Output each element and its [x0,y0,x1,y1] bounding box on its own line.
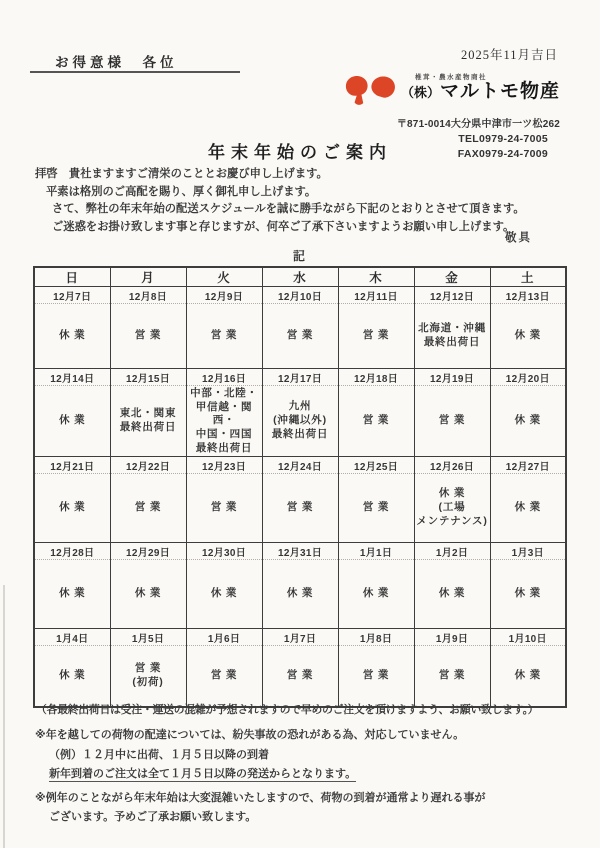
calendar-date-cell: 1月9日 [414,629,490,646]
status-line: 営 業 [210,329,238,342]
status-line: 営 業 [286,669,314,682]
calendar-date-cell: 1月5日 [110,629,186,646]
greeting-body [35,166,575,236]
status-line: 休 業 [59,587,86,600]
calendar-status-cell [186,386,262,457]
document-date: 2025年11月吉日 [460,48,558,62]
calendar-status-cell [34,386,110,457]
greeting-line: 平素は格別のご高配を賜り、厚く御礼申し上げます。 [46,185,317,198]
calendar-date-cell: 12月9日 [186,287,262,304]
underlined-note-text: 新年到着のご注文は全て１月５日以降の発送からとなります。 [49,768,357,780]
calendar-status-cell [414,386,490,457]
status-line: 営 業 [286,329,314,342]
status-line: (初荷) [132,676,164,689]
calendar-status-cell [338,304,414,369]
note-carryover-line3 [49,765,356,781]
calendar-date-cell: 12月16日 [186,369,262,386]
weekday-header: 月 [110,267,186,287]
company-header [300,72,560,112]
calendar-status-cell [490,474,566,543]
status-line: (工場 [438,501,466,514]
calendar-status-cell [338,646,414,708]
calendar-date-cell: 1月8日 [338,629,414,646]
status-line: 営 業 [134,662,162,675]
calendar-date-cell: 12月22日 [110,457,186,474]
status-line: メンテナンス) [416,515,488,528]
date-row [34,543,566,560]
table-note: （各最終出荷日は受注・運送の混雑が予想されますので早めのご注文を頂けますよう、お願い致します。） [36,704,539,716]
greeting-line: さて、弊社の年末年始の配送スケジュールを誠に勝手ながら下記のとおりとさせて頂きます。 [52,203,525,215]
status-line: (沖縄以外) [273,414,327,427]
status-row [34,386,566,457]
status-line: 営 業 [438,414,466,427]
calendar-date-cell: 12月21日 [34,457,110,474]
note-carryover-line2: （例）１２月中に出荷、１月５日以降の到着 [49,749,269,761]
calendar-status-cell [262,560,338,629]
calendar-status-cell [338,560,414,629]
weekday-header: 土 [490,267,566,287]
calendar-status-cell [34,560,110,629]
note-carryover-line1: ※年を越しての荷物の配達については、紛失事故の恐れがある為、対応していません。 [35,729,465,741]
status-row [34,474,566,543]
status-line: 営 業 [286,501,314,514]
calendar-date-cell: 12月25日 [338,457,414,474]
calendar-date-cell: 12月18日 [338,369,414,386]
calendar-status-cell [186,646,262,708]
record-mark: 記 [292,249,307,263]
status-line: 休 業 [59,501,86,514]
company-tel: TEL0979-24-7005 [458,133,548,145]
status-line: 九州 [288,400,312,413]
calendar-status-cell [490,560,566,629]
calendar-status-cell [110,646,186,708]
company-tagline: 椎茸・農水産物商社 [414,74,487,81]
company-name-brand: マルトモ物産 [439,81,560,102]
calendar-date-cell: 12月19日 [414,369,490,386]
calendar-date-cell: 12月24日 [262,457,338,474]
calendar-status-cell [414,646,490,708]
status-line: 営 業 [210,501,238,514]
status-line: 営 業 [438,669,466,682]
document-title: 年末年始のご案内 [208,143,392,162]
status-line: 休 業 [514,587,541,600]
mushroom-logo-icon [345,74,397,112]
calendar-date-cell: 1月4日 [34,629,110,646]
calendar-status-cell [34,474,110,543]
calendar-date-cell: 1月3日 [490,543,566,560]
weekday-header: 火 [186,267,262,287]
calendar-date-cell: 12月26日 [414,457,490,474]
calendar-date-cell: 12月23日 [186,457,262,474]
weekday-header: 木 [338,267,414,287]
calendar-status-cell [414,474,490,543]
closing-keigu: 敬具 [505,232,532,244]
calendar-date-cell: 12月12日 [414,287,490,304]
calendar-date-cell: 1月1日 [338,543,414,560]
company-names [401,72,560,104]
calendar-date-cell: 1月2日 [414,543,490,560]
status-row [34,560,566,629]
calendar-status-cell [262,386,338,457]
calendar-status-cell [414,304,490,369]
company-address: 〒871-0014大分県中津市一ツ松262 [396,119,560,130]
weekday-header: 日 [34,267,110,287]
date-row [34,457,566,474]
calendar-date-cell: 1月10日 [490,629,566,646]
status-line: 休 業 [59,414,86,427]
status-row [34,304,566,369]
note-congestion-line1: ※例年のことながら年末年始は大変混雑いたしますので、荷物の到着が通常より遅れる事が [35,792,486,804]
date-row [34,629,566,646]
calendar-status-cell [490,646,566,708]
status-line: 東北・関東 [119,407,177,420]
status-line: 休 業 [59,669,86,682]
status-line: 休 業 [59,329,86,342]
status-line: 中国・四国 [195,428,253,440]
calendar-date-cell: 12月17日 [262,369,338,386]
calendar-date-cell: 1月7日 [262,629,338,646]
status-line: 甲信越・関西・ [195,400,253,426]
calendar-date-cell: 12月28日 [34,543,110,560]
status-line: 北海道・沖縄 [418,322,486,335]
calendar-status-cell [110,474,186,543]
calendar-date-cell: 12月29日 [110,543,186,560]
greeting-line: 拝啓 貴社ますますご清栄のこととお慶び申し上げます。 [35,168,328,180]
calendar-date-cell: 12月11日 [338,287,414,304]
status-line: 休 業 [514,414,541,427]
company-name-prefix: （株） [400,85,440,100]
date-row [34,287,566,304]
note-congestion-line2: ございます。予めご了承お願い致します。 [49,811,257,823]
status-line: 休 業 [286,587,314,600]
scan-artifact-line [3,585,5,848]
calendar-date-cell: 1月6日 [186,629,262,646]
calendar-status-cell [490,304,566,369]
company-name [401,81,560,104]
calendar-date-cell: 12月31日 [262,543,338,560]
date-row [34,369,566,386]
schedule-table [33,266,567,708]
calendar-status-cell [34,304,110,369]
status-line: 営 業 [362,414,390,427]
status-line: 休 業 [514,501,541,514]
calendar-status-cell [490,386,566,457]
weekday-header-row [34,267,566,287]
calendar-status-cell [110,304,186,369]
calendar-status-cell [110,386,186,457]
calendar-status-cell [186,474,262,543]
calendar-status-cell [186,560,262,629]
calendar-status-cell [34,646,110,708]
calendar-date-cell: 12月8日 [110,287,186,304]
calendar-status-cell [414,560,490,629]
status-line: 休 業 [210,587,238,600]
calendar-date-cell: 12月20日 [490,369,566,386]
status-line: 休 業 [514,669,541,682]
calendar-date-cell: 12月27日 [490,457,566,474]
calendar-status-cell [262,304,338,369]
status-line: 最終出荷日 [423,336,481,349]
calendar-date-cell: 12月15日 [110,369,186,386]
calendar-status-cell [338,386,414,457]
status-line: 最終出荷日 [271,428,329,441]
recipient-underline [30,71,240,73]
greeting-line: ご迷惑をお掛け致します事と存じますが、何卒ご了承下さいますようお願い申し上げます。 [52,220,515,233]
calendar-status-cell [262,474,338,543]
calendar-status-cell [262,646,338,708]
calendar-date-cell: 12月10日 [262,287,338,304]
company-fax: FAX0979-24-7009 [457,148,548,160]
status-line: 休 業 [134,587,162,600]
status-line: 中部・北陸・ [190,386,258,399]
status-line: 最終出荷日 [195,442,253,454]
status-line: 最終出荷日 [119,421,177,434]
status-line: 休 業 [362,587,390,600]
calendar-date-cell: 12月13日 [490,287,566,304]
calendar-date-cell: 12月30日 [186,543,262,560]
status-line: 営 業 [134,329,162,342]
status-line: 営 業 [362,669,390,682]
weekday-header: 金 [414,267,490,287]
status-line: 休 業 [514,329,541,342]
status-line: 休 業 [438,587,466,600]
calendar-date-cell: 12月14日 [34,369,110,386]
status-line: 営 業 [134,501,162,514]
calendar-status-cell [186,304,262,369]
calendar-date-cell: 12月7日 [34,287,110,304]
calendar-status-cell [110,560,186,629]
status-row [34,646,566,708]
weekday-header: 水 [262,267,338,287]
status-line: 営 業 [210,669,238,682]
recipient: お得意様 各位 [55,55,178,70]
status-line: 営 業 [362,329,390,342]
status-line: 営 業 [362,501,390,514]
calendar-status-cell [338,474,414,543]
status-line: 休 業 [438,487,466,500]
